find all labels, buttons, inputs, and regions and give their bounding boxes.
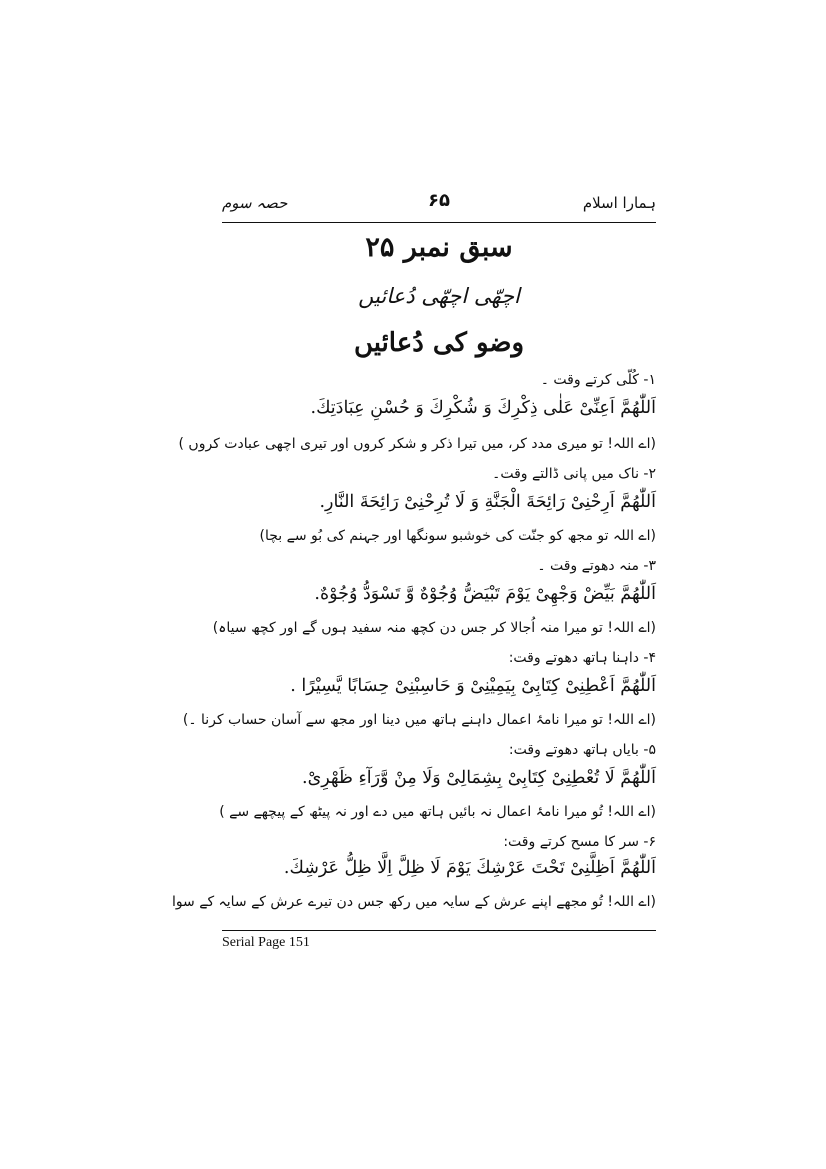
dua-translation: (اے اللہ! تو میری مدد کر، میں تیرا ذکر و شکر کروں اور تیری اچھی عبادت کروں ) (178, 436, 656, 452)
page-header (222, 190, 656, 220)
page-number: ۶۵ (428, 190, 450, 211)
header-divider (222, 222, 656, 223)
dua-arabic: اَللّٰھُمَّ اَعْطِنِیْ کِتَابِیْ بِیَمِیْنِیْ وَ حَاسِبْنِیْ حِسَابًا یَّسِیْرًا . (290, 676, 656, 696)
header-part-label: حصہ سوم (222, 194, 288, 212)
dua-arabic: اَللّٰھُمَّ اَظِلَّنِیْ تَحْتَ عَرْشِكَ یَوْمَ لَا ظِلَّ اِلَّا ظِلُّ عَرْشِكَ. (283, 858, 656, 878)
book-title: ہمارا اسلام (582, 194, 656, 212)
dua-label: ۳- منہ دھوتے وقت ۔ (537, 558, 656, 574)
dua-label: ۲- ناک میں پانی ڈالتے وقت۔ (492, 466, 656, 482)
serial-page: Serial Page 151 (222, 935, 310, 950)
dua-translation: (اے اللہ تو مجھ کو جنّت کی خوشبو سونگھا اور جہنم کی بُو سے بچا) (259, 528, 656, 544)
dua-arabic: اَللّٰھُمَّ بَیِّضْ وَجْھِیْ یَوْمَ تَبْیَضُّ وُجُوْهٌ وَّ تَسْوَدُّ وُجُوْهٌ. (314, 584, 656, 604)
section-heading: وضو کی دُعائیں (353, 328, 525, 358)
dua-translation: (اے اللہ! تو میرا نامۂ اعمال داہنے ہاتھ میں دینا اور مجھ سے آسان حساب کرنا ۔) (182, 712, 656, 728)
dua-label: ۱- کُلّی کرتے وقت ۔ (540, 372, 656, 388)
dua-arabic: اَللّٰھُمَّ اَرِحْنِیْ رَائِحَةَ الْجَنَّةِ وَ لَا تُرِحْنِیْ رَائِحَةَ النَّارِ. (319, 492, 656, 512)
dua-label: ۶- سر کا مسح کرتے وقت: (503, 834, 656, 850)
dua-arabic: اَللّٰھُمَّ لَا تُعْطِنِیْ کِتَابِیْ بِشِمَالِیْ وَلَا مِنْ وَّرَآءِ ظَھْرِیْ. (302, 768, 656, 788)
dua-label: ۵- بایاں ہاتھ دھوتے وقت: (508, 742, 656, 758)
dua-arabic: اَللّٰھُمَّ اَعِنِّیْ عَلٰی ذِکْرِكَ وَ شُکْرِكَ وَ حُسْنِ عِبَادَتِكَ. (310, 398, 656, 418)
dua-label: ۴- داہنا ہاتھ دھوتے وقت: (508, 650, 656, 666)
lesson-title: سبق نمبر ۲۵ (365, 232, 513, 263)
dua-translation: (اے اللہ! تُو میرا نامۂ اعمال نہ بائیں ہاتھ میں دے اور نہ پیٹھ کے پیچھے سے ) (219, 804, 656, 820)
dua-translation: (اے اللہ! تُو مجھے اپنے عرش کے سایہ میں رکھ جس دن تیرے عرش کے سایہ کے سوا (171, 894, 656, 910)
lesson-subtitle: اچھّی اچھّی دُعائیں (358, 284, 520, 308)
dua-translation: (اے اللہ! تو میرا منہ اُجالا کر جس دن کچھ منہ سفید ہوں گے اور کچھ سیاہ) (212, 620, 656, 636)
footer-divider (222, 930, 656, 931)
